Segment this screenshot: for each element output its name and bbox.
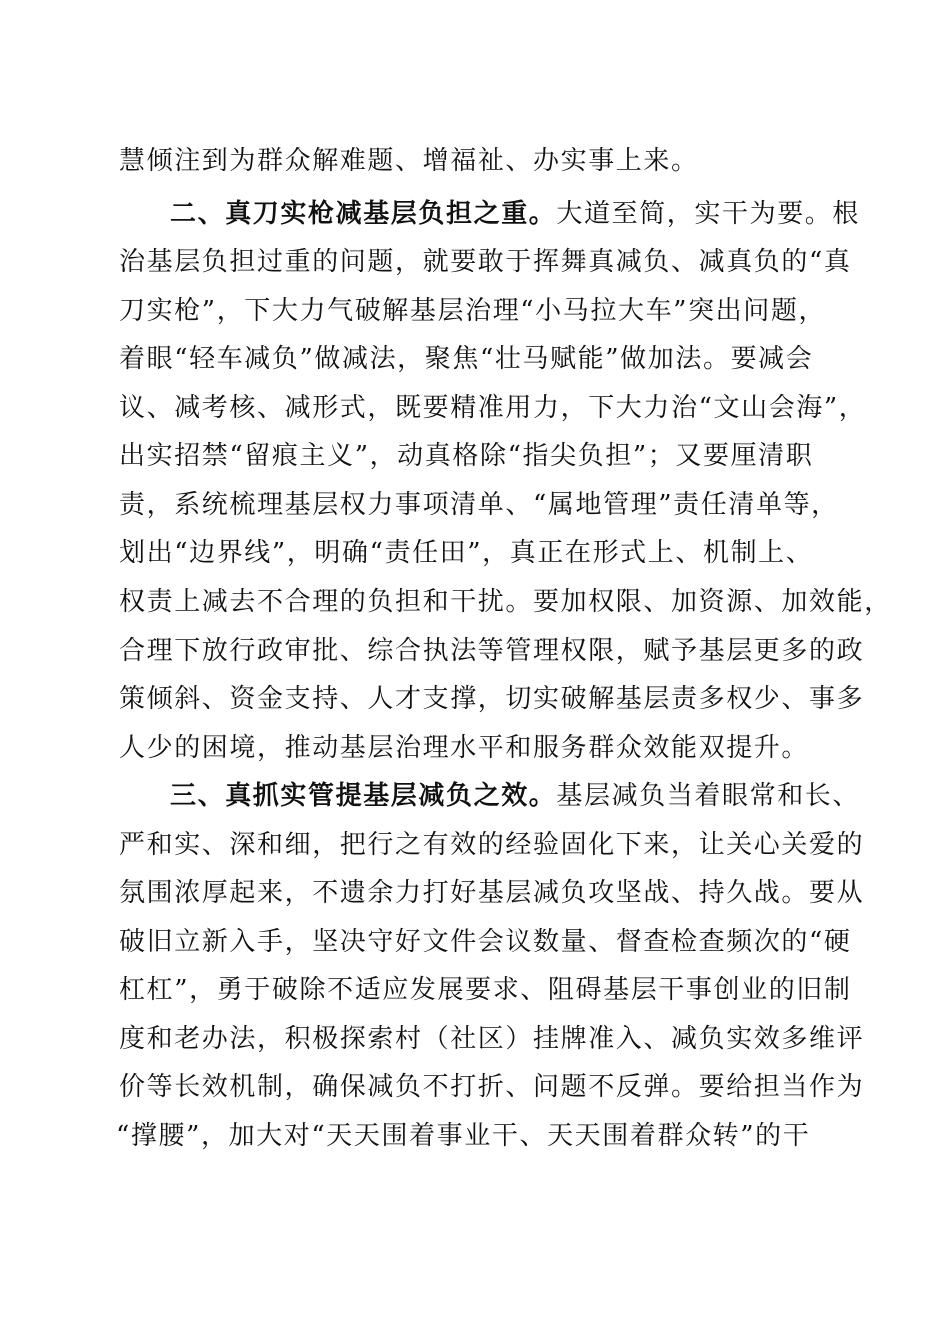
text-line: 杠杠”，勇于破除不适应发展要求、阻碍基层干事创业的旧制 — [119, 975, 852, 1005]
text-line: 刀实枪”，下大力气破解基层治理“小马拉大车”突出问题， — [119, 296, 827, 326]
text-line: 严和实、深和细，把行之有效的经验固化下来，让关心关爱的 — [119, 830, 865, 860]
text-line: 责，系统梳理基层权力事项清单、“属地管理”责任清单等， — [119, 490, 839, 520]
text-line: 氛围浓厚起来，不遗余力打好基层减负攻坚战、持久战。要从 — [119, 878, 865, 908]
text-line: 议、减考核、减形式，既要精准用力，下大力治“文山会海”， — [119, 393, 867, 423]
text-line: 着眼“轻车减负”做减法，聚焦“壮马赋能”做加法。要减会 — [119, 344, 814, 374]
text-line: 治基层负担过重的问题，就要敢于挥舞真减负、减真负的“真 — [119, 247, 852, 277]
text-line: 破旧立新入手，坚决守好文件会议数量、督查检查频次的“硬 — [119, 927, 852, 957]
paragraph-first-line — [170, 781, 861, 811]
text-line: 权责上减去不合理的负担和干扰。要加权限、加资源、加效能， — [119, 587, 892, 617]
text-line: 慧倾注到为群众解难题、增福祉、办实事上来。 — [119, 146, 699, 176]
text-line: 划出“边界线”，明确“责任田”，真正在形式上、机制上、 — [119, 538, 814, 568]
text-line: 度和老办法，积极探索村（社区）挂牌准入、减负实效多维评 — [119, 1024, 865, 1054]
text-line: 价等长效机制，确保减负不打折、问题不反弹。要给担当作为 — [119, 1072, 865, 1102]
text-line: 基层减负当着眼常和长、 — [556, 781, 861, 811]
text-line: 出实招禁“留痕主义”，动真格除“指尖负担”；又要厘清职 — [119, 441, 814, 471]
paragraph-first-line — [170, 199, 861, 229]
section-heading: 二、真刀实枪减基层负担之重。 — [170, 199, 557, 229]
text-line: 人少的困境，推动基层治理水平和服务群众效能双提升。 — [119, 733, 810, 763]
section-heading: 三、真抓实管提基层减负之效。 — [170, 781, 557, 811]
text-line: 策倾斜、资金支持、人才支撑，切实破解基层责多权少、事多 — [119, 684, 865, 714]
text-line: 大道至简，实干为要。根 — [556, 199, 861, 229]
text-line: “撑腰”，加大对“天天围着事业干、天天围着群众转”的干 — [116, 1121, 811, 1151]
text-line: 合理下放行政审批、综合执法等管理权限，赋予基层更多的政 — [119, 636, 865, 666]
